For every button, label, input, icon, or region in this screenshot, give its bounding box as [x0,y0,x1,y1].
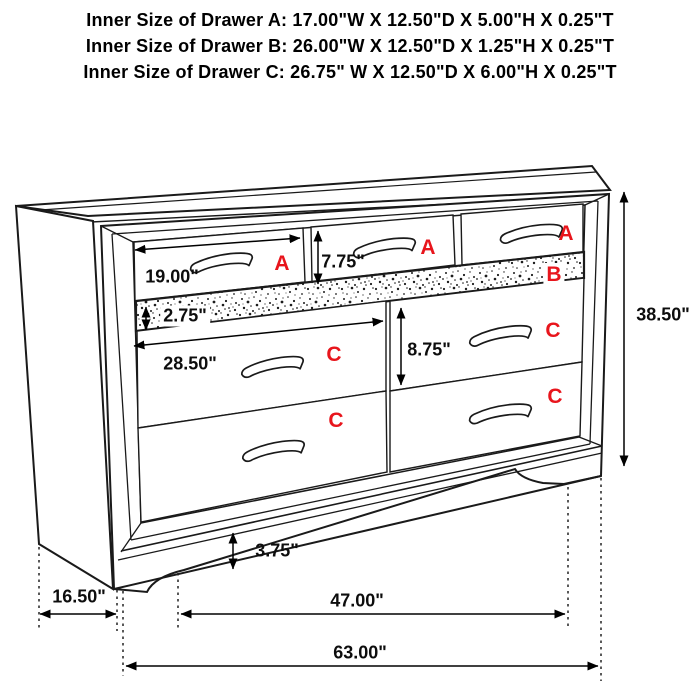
drawer-label-c-bottom-right: C [547,385,563,408]
dim-side-depth: 16.50" [52,586,106,607]
drawer-label-a-top-right: A [558,222,574,245]
drawer-label-c-middle-left: C [326,343,342,366]
dim-top-drawer-height: 7.75" [321,251,365,272]
spec-line-drawer-b: Inner Size of Drawer B: 26.00"W X 12.50"D X 1.25"H X 0.25"T [85,36,615,56]
dim-overall-width: 63.00" [333,642,387,663]
dim-feet-span: 47.00" [330,590,384,611]
dim-jewelry-band-height: 2.75" [160,306,210,327]
dim-top-drawer-width: 19.00" [145,266,199,287]
drawer-label-c-middle-right: C [545,319,561,342]
dim-base-height: 3.75" [255,540,299,561]
dim-overall-height: 38.50" [636,304,690,325]
spec-line-drawer-c: Inner Size of Drawer C: 26.75" W X 12.50"D X 6.00"H X 0.25"T [83,62,617,82]
spec-line-drawer-a: Inner Size of Drawer A: 17.00"W X 12.50"D X 5.00"H X 0.25"T [86,10,614,30]
dresser-left-side-panel [16,206,113,589]
dim-big-drawer-height: 8.75" [407,339,451,360]
drawer-label-c-bottom-left: C [328,409,344,432]
drawer-label-b-jewelry-band: B [543,263,564,287]
drawer-label-a-top-left: A [274,252,290,275]
drawer-label-a-top-middle: A [420,236,436,259]
dim-big-drawer-width: 28.50" [163,353,217,374]
